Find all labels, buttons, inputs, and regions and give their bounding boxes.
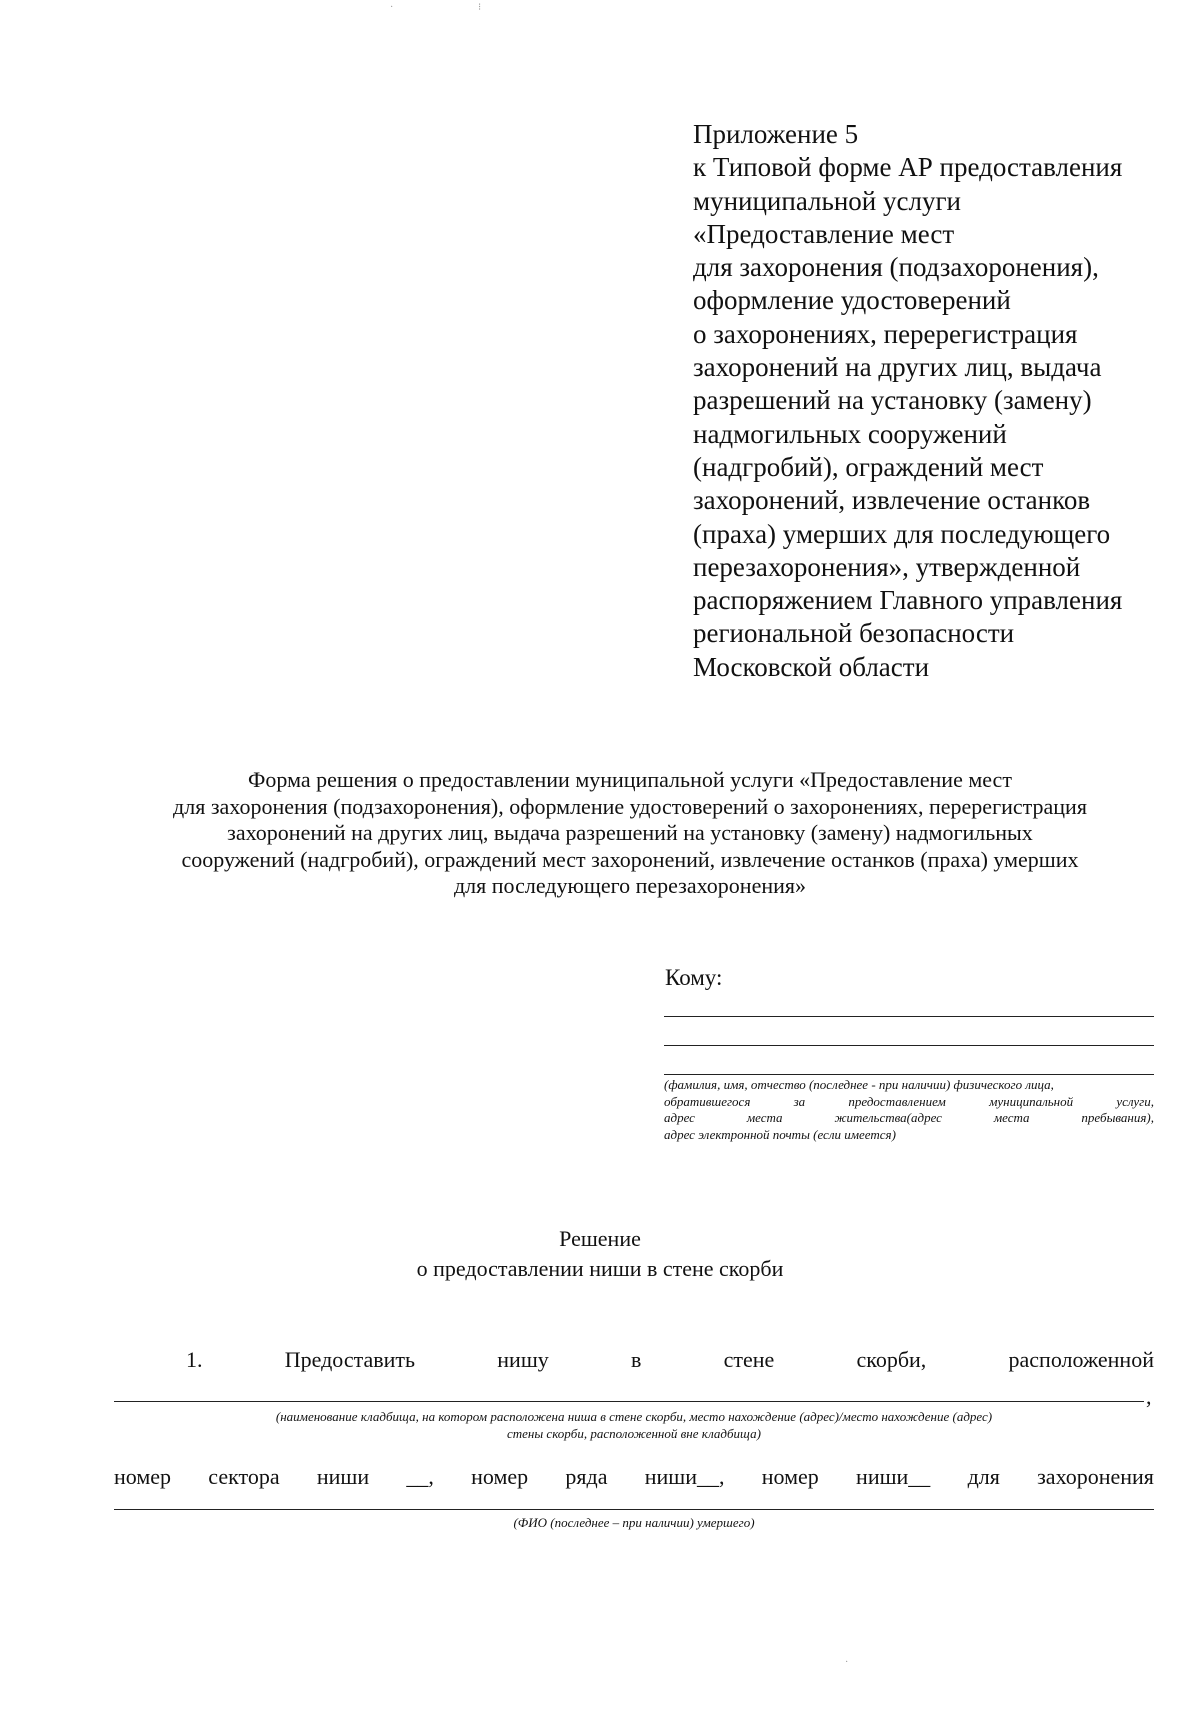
appendix-line: оформление удостоверений (693, 285, 1011, 316)
clause-word: расположенной (1008, 1347, 1154, 1372)
decision-heading (300, 1224, 900, 1284)
appendix-header (693, 118, 1173, 684)
appendix-line: региональной безопасности (693, 618, 1015, 649)
clause-word: сектора (208, 1464, 280, 1489)
appendix-line: надмогильных сооружений (693, 418, 1007, 449)
clause-word: Предоставить (284, 1347, 416, 1372)
recipient-blank-line[interactable] (664, 1045, 1154, 1046)
appendix-line: к Типовой форме АР предоставления (693, 152, 1123, 183)
appendix-line: захоронений, извлечение останков (693, 485, 1091, 516)
form-title-line: сооружений (надгробий), ограждений мест захоронений, извлечение останков (праха) умерших (181, 846, 1079, 872)
clause-word: захоронения (1037, 1464, 1154, 1489)
clause-word: в (630, 1347, 642, 1372)
clause-word: ниши (316, 1464, 370, 1489)
clause-word: номер (761, 1464, 819, 1489)
cemetery-note (114, 1408, 1154, 1442)
recipient-label: Кому: (665, 965, 723, 990)
row-number-blank[interactable]: ниши__, (644, 1464, 725, 1489)
recipient-note-line: (фамилия, имя, отчество (последнее - при наличии) физического лица, (664, 1077, 1054, 1092)
niche-number-blank[interactable]: ниши__ (856, 1464, 931, 1489)
form-title-line: для захоронения (подзахоронения), оформление удостоверений о захоронениях, перерегистрация (173, 793, 1087, 819)
appendix-line: Приложение 5 (693, 119, 859, 149)
trailing-comma: , (1146, 1384, 1152, 1409)
clause-word: стене (723, 1347, 775, 1372)
cemetery-note-line: стены скорби, расположенной вне кладбища) (507, 1426, 761, 1441)
appendix-line: о захоронениях, перерегистрация (693, 318, 1078, 349)
sector-number-blank[interactable]: __, (406, 1464, 434, 1489)
appendix-line: Московской области (693, 651, 930, 682)
scan-mark: ⁝ (478, 2, 482, 13)
form-title-line: для последующего перезахоронения» (453, 873, 807, 898)
recipient-note-line: адрес электронной почты (если имеется) (664, 1126, 896, 1142)
appendix-line: разрешений на установку (замену) (693, 385, 1092, 416)
clause-word: для (967, 1464, 1000, 1489)
appendix-line: (праха) умерших для последующего (693, 518, 1111, 549)
clause-word: скорби, (856, 1347, 927, 1372)
clause-2-line (114, 1464, 1154, 1490)
cemetery-note-line: (наименование кладбища, на котором расположена ниша в стене скорби, место нахождение (адрес)/место нахождение (адрес) (275, 1409, 993, 1424)
clause-word: ряда (565, 1464, 608, 1489)
clause-1-line (186, 1347, 1154, 1373)
clause-word: 1. (186, 1347, 203, 1372)
clause-word: номер (471, 1464, 529, 1489)
appendix-line: (надгробий), ограждений мест (693, 451, 1044, 482)
cemetery-blank-line[interactable] (114, 1401, 1144, 1402)
clause-word: номер (114, 1464, 172, 1489)
appendix-line: «Предоставление мест (693, 218, 955, 249)
decision-subtitle: о предоставлении ниши в стене скорби (416, 1256, 784, 1281)
recipient-note (664, 1077, 1154, 1143)
clause-word: нишу (497, 1347, 549, 1372)
deceased-note: (ФИО (последнее – при наличии) умершего) (513, 1515, 755, 1530)
form-title-line: Форма решения о предоставлении муниципальной услуги «Предоставление мест (248, 767, 1012, 792)
appendix-line: муниципальной услуги (693, 185, 961, 216)
form-title-line: захоронений на других лиц, выдача разрешений на установку (замену) надмогильных (227, 820, 1033, 845)
recipient-blank-line[interactable] (664, 1074, 1154, 1075)
scan-mark: · (390, 2, 394, 13)
appendix-line: для захоронения (подзахоронения), (693, 252, 1099, 283)
recipient-blank-line[interactable] (664, 1016, 1154, 1017)
appendix-line: захоронений на других лиц, выдача (693, 352, 1102, 383)
appendix-line: перезахоронения», утвержденной (693, 551, 1081, 582)
recipient-note-line: адрес места жительства(адрес места пребывания), (664, 1110, 1154, 1125)
deceased-name-blank-line[interactable] (114, 1509, 1154, 1510)
recipient-note-line: обратившегося за предоставлением муниципальной услуги, (664, 1093, 1154, 1109)
decision-title: Решение (559, 1226, 641, 1251)
appendix-line: распоряжением Главного управления (693, 585, 1123, 616)
scan-mark: · (845, 1657, 849, 1668)
form-title (110, 767, 1150, 900)
